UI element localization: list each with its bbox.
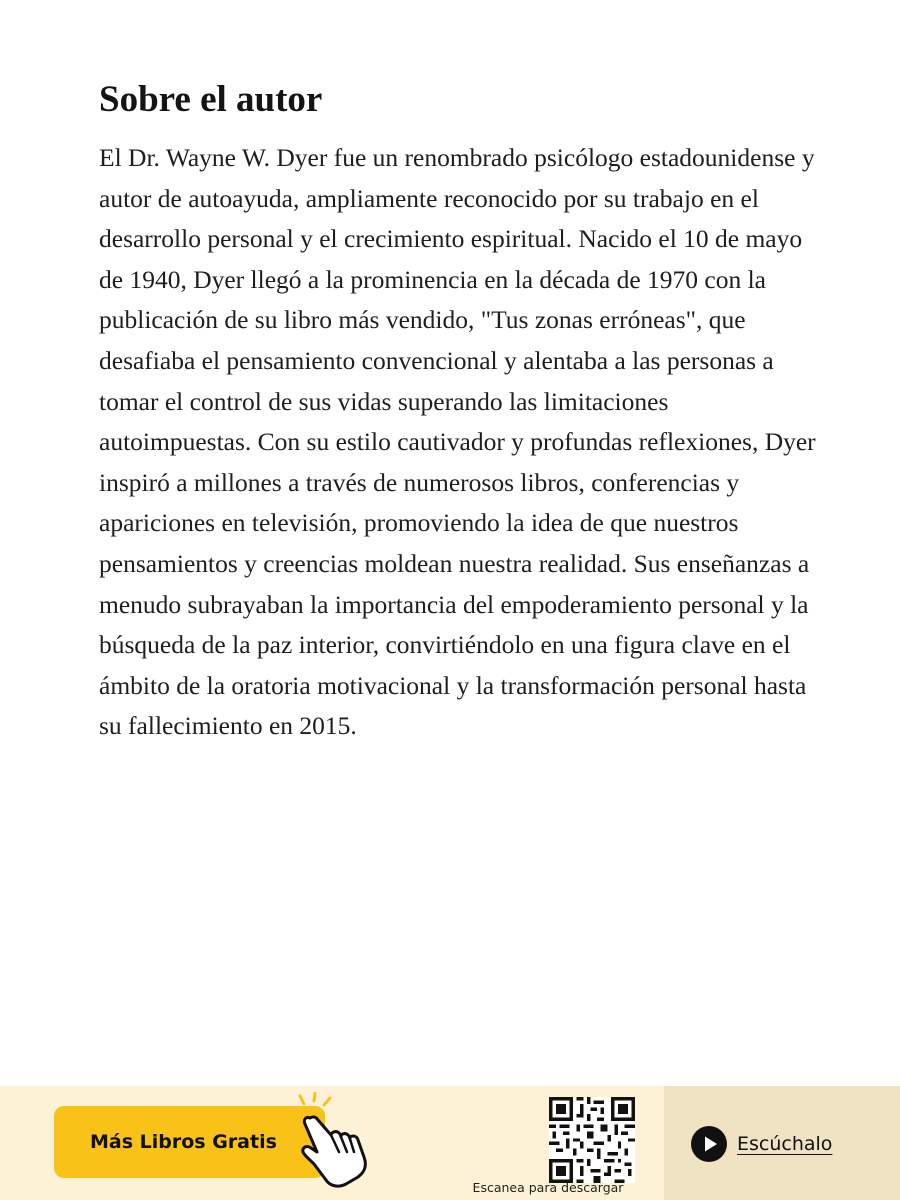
pointing-hand-icon <box>284 1092 374 1192</box>
footer-bar <box>0 1086 900 1200</box>
listen-button[interactable] <box>691 1126 832 1162</box>
more-free-books-label: Más Libros Gratis <box>90 1131 277 1153</box>
author-bio-paragraph: El Dr. Wayne W. Dyer fue un renombrado psicólogo estadounidense y autor de autoayuda, ampliamente reconocido por su trabajo en el desarrollo personal y el crecimiento espiritual. Nacido el 10 de mayo de 1940, Dyer llegó a la prominencia en la década de 1970 con la publicación de su libro más vendido, "Tus zonas erróneas", que desafiaba el pensamiento convencional y alentaba a las personas a tomar el control de sus vidas superando las limitaciones autoimpuestas. Con su estilo cautivador y profundas reflexiones, Dyer inspiró a millones a través de numerosos libros, conferencias y apariciones en televisión, promoviendo la idea de que nuestros pensamientos y creencias moldean nuestra realidad. Sus enseñanzas a menudo subrayaban la importancia del empoderamiento personal y la búsqueda de la paz interior, convirtiéndolo en una figura clave en el ámbito de la oratoria motivacional y la transformación personal hasta su fallecimiento en 2015. <box>99 143 816 741</box>
qr-caption: Escanea para descargar <box>472 1180 624 1195</box>
qr-code-icon <box>549 1097 635 1183</box>
section-title: Sobre el autor <box>99 79 323 120</box>
play-icon <box>691 1126 727 1162</box>
about-author-section <box>99 78 819 747</box>
listen-label: Escúchalo <box>737 1133 833 1155</box>
